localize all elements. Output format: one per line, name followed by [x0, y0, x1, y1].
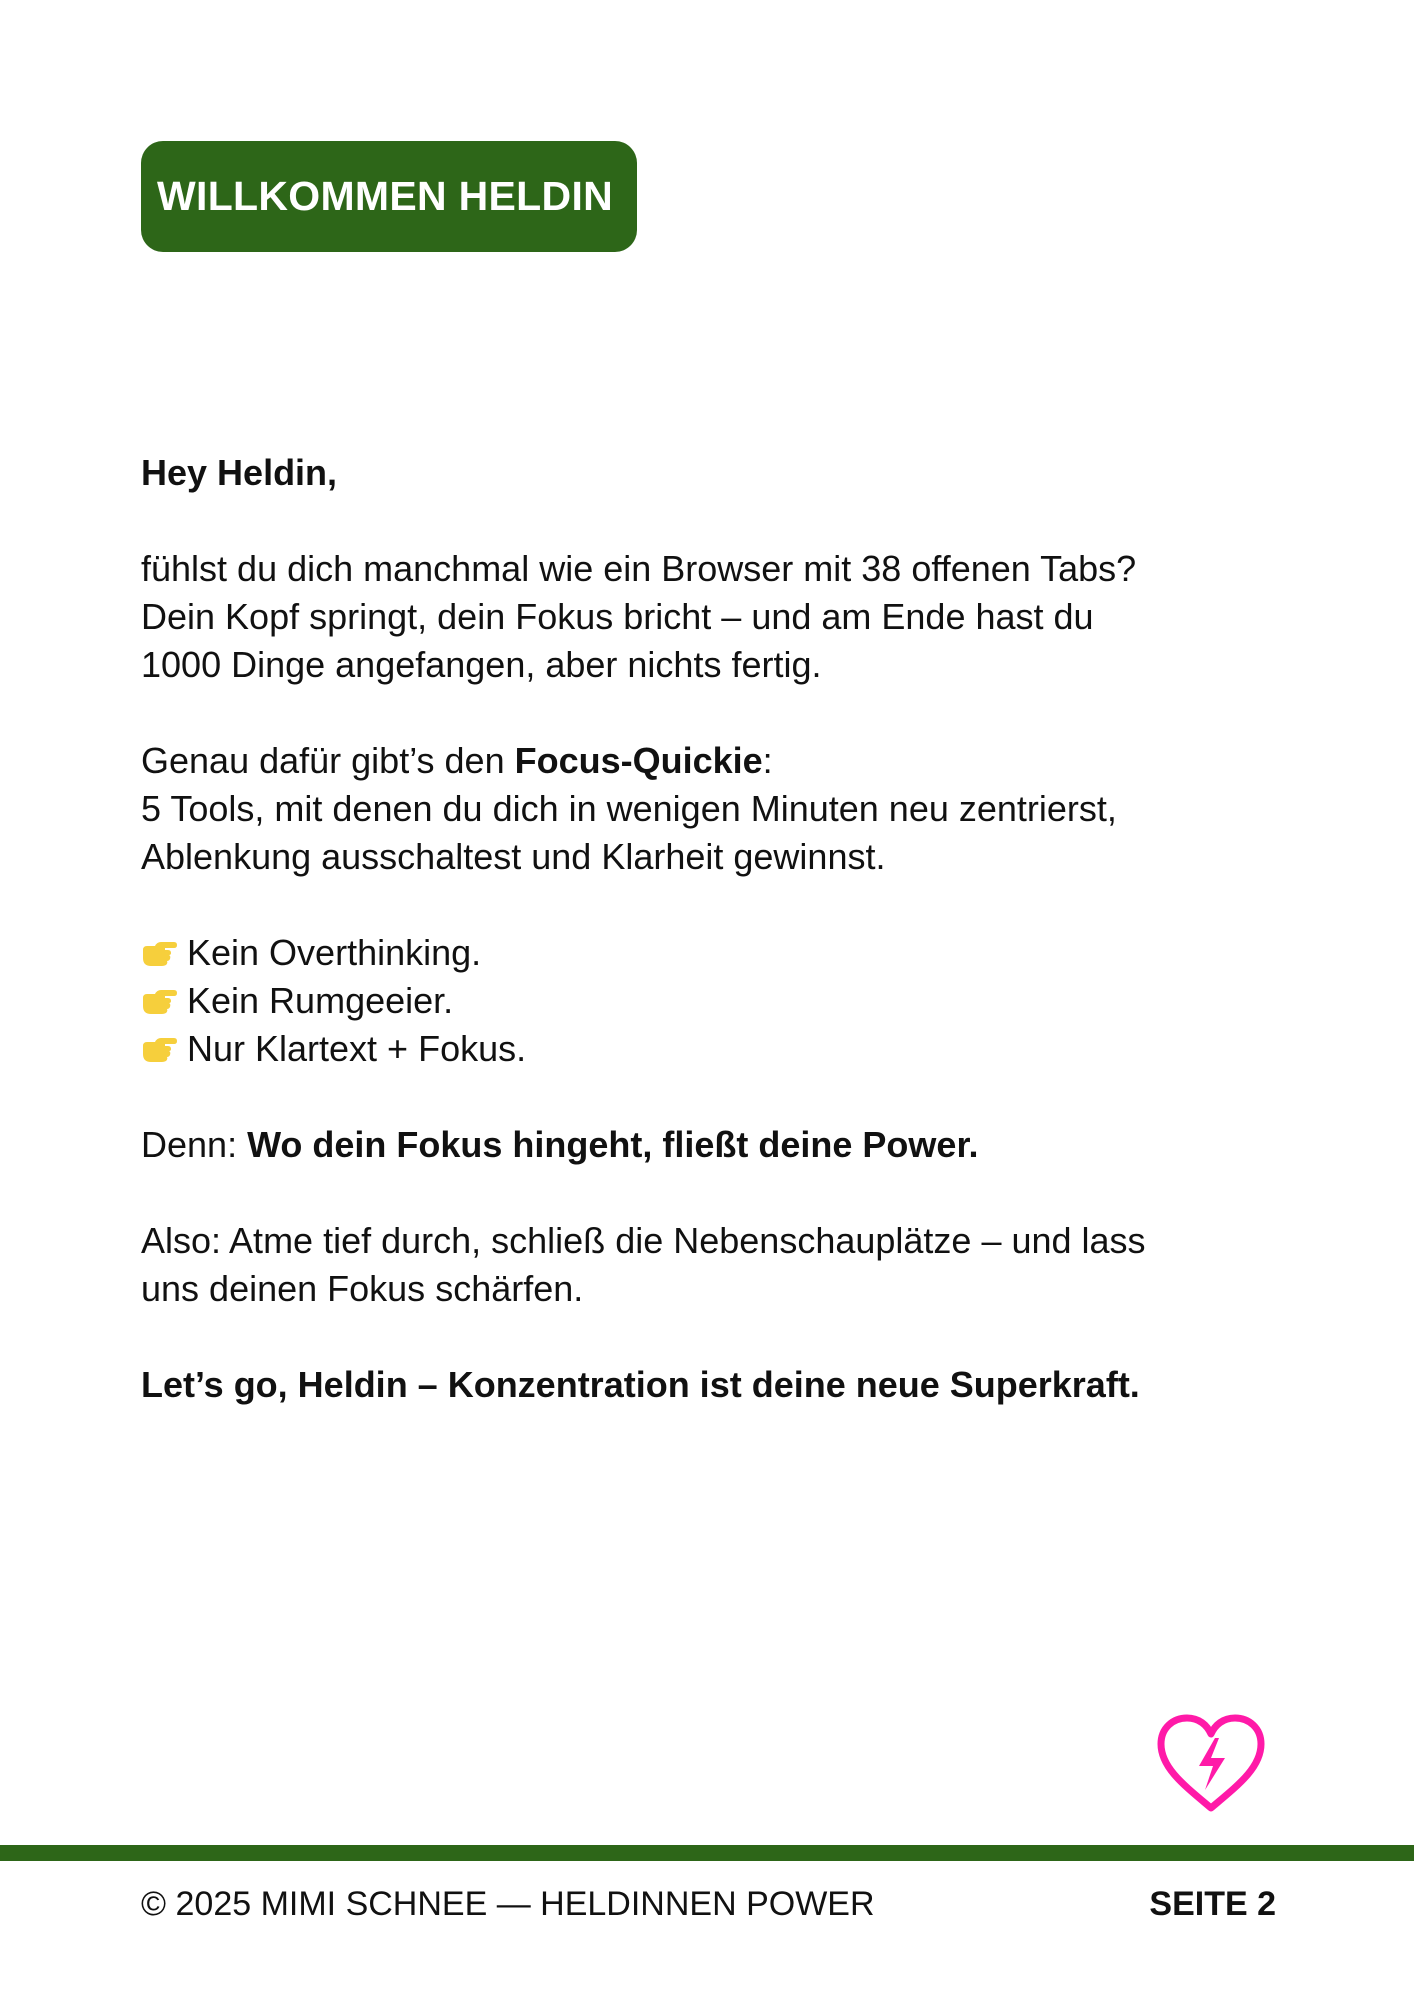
offer-line: 5 Tools, mit denen du dich in wenigen Minuten neu zentrierst, — [141, 788, 1117, 829]
footer-copyright: © 2025 MIMI SCHNEE — HELDINNEN POWER — [141, 1885, 875, 1923]
bullet-text: Kein Rumgeeier. — [187, 980, 454, 1021]
letter-body — [141, 449, 1281, 1409]
broken-heart-lightning-icon — [1155, 1708, 1267, 1820]
offer-product-name: Focus-Quickie — [514, 740, 763, 781]
greeting-text: Hey Heldin, — [141, 452, 338, 493]
bullet-item — [141, 1025, 1281, 1073]
offer-prefix: Genau dafür gibt’s den — [141, 740, 515, 781]
intro-line: fühlst du dich manchmal wie ein Browser mit 38 offenen Tabs? — [141, 548, 1137, 589]
bullet-list — [141, 929, 1281, 1073]
motto-line — [141, 1121, 1281, 1169]
intro-line: Dein Kopf springt, dein Fokus bricht – und am Ende hast du — [141, 596, 1094, 637]
title-badge — [141, 141, 637, 252]
bullet-item — [141, 929, 1281, 977]
offer-paragraph — [141, 737, 1281, 881]
closing-line: uns deinen Fokus schärfen. — [141, 1268, 584, 1309]
offer-line: Ablenkung ausschaltest und Klarheit gewinnst. — [141, 836, 886, 877]
page-number: SEITE 2 — [1149, 1885, 1276, 1923]
signoff-paragraph — [141, 1361, 1281, 1409]
motto-paragraph — [141, 1121, 1281, 1169]
bullet-text: Kein Overthinking. — [187, 932, 482, 973]
signoff-text: Let’s go, Heldin – Konzentration ist deine neue Superkraft. — [141, 1364, 1140, 1405]
offer-suffix: : — [762, 740, 773, 781]
pointing-hand-icon — [141, 938, 179, 968]
pointing-hand-icon — [141, 986, 179, 1016]
bullet-text: Nur Klartext + Fokus. — [187, 1028, 527, 1069]
closing-line: Also: Atme tief durch, schließ die Nebenschauplätze – und lass — [141, 1220, 1146, 1261]
bullet-item — [141, 977, 1281, 1025]
motto-prefix: Denn: — [141, 1124, 248, 1165]
footer-divider — [0, 1845, 1414, 1861]
intro-paragraph — [141, 545, 1281, 689]
closing-paragraph — [141, 1217, 1281, 1313]
offer-heading-line — [141, 737, 1281, 785]
page-title: WILLKOMMEN HELDIN — [157, 173, 614, 219]
greeting — [141, 449, 1281, 497]
motto-text: Wo dein Fokus hingeht, fließt deine Power. — [247, 1124, 979, 1165]
pointing-hand-icon — [141, 1034, 179, 1064]
intro-line: 1000 Dinge angefangen, aber nichts fertig. — [141, 644, 822, 685]
